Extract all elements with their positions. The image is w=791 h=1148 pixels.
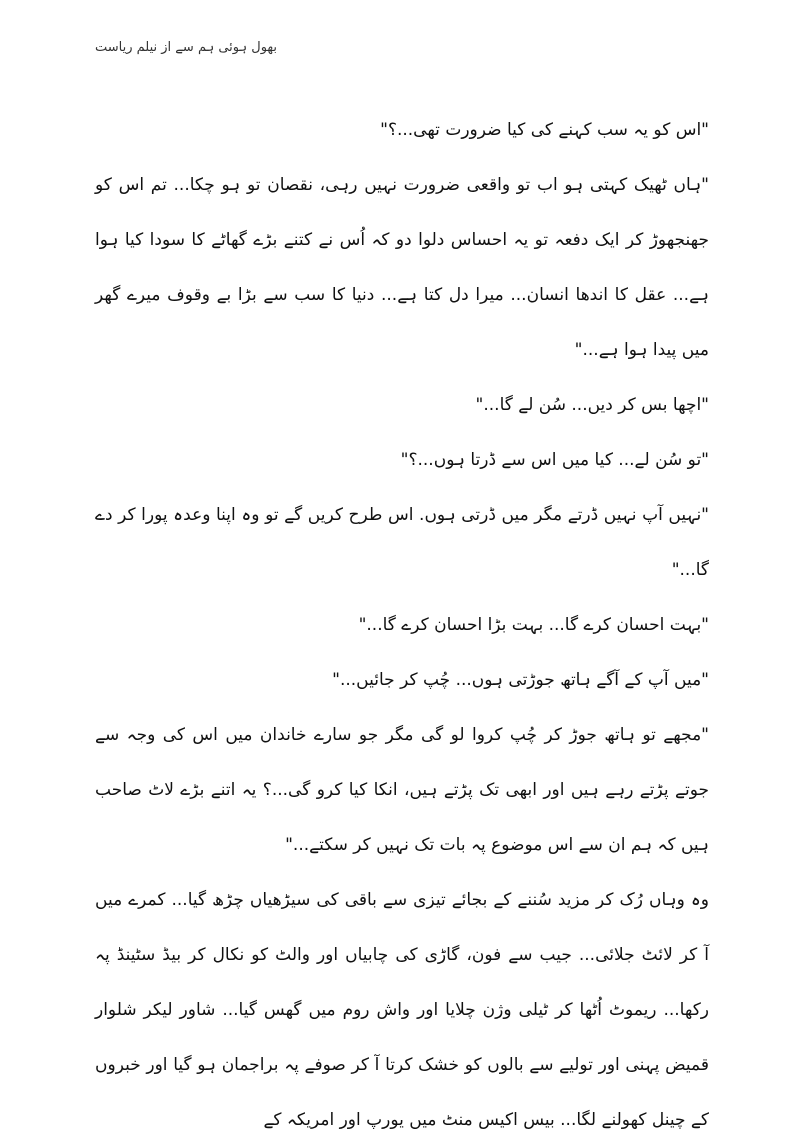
paragraph: "تو سُن لے... کیا میں اس سے ڈرتا ہوں...؟" bbox=[400, 450, 709, 470]
paragraph: "ہاں ٹھیک کہتی ہو اب تو واقعی ضرورت نہیں رہی، نقصان تو ہو چکا... تم اس کو جھنجھوڑ کر ایک دفعہ تو یہ احساس دلوا دو کہ اُس نے کتنے بڑے گھاٹے کا سودا کیا ہوا ہے... عقل کا اندھا انسان... میرا دل کتا ہے... دنیا کا سب سے بڑا بے وقوف میرے گھر میں پیدا ہوا ہے..." bbox=[95, 175, 709, 360]
paragraph: "نہیں آپ نہیں ڈرتے مگر میں ڈرتی ہوں. اس طرح کریں گے تو وہ اپنا وعدہ پورا کر دے گا..." bbox=[95, 505, 709, 580]
paragraph: "بہت احسان کرے گا... بہت بڑا احسان کرے گا..." bbox=[358, 615, 709, 635]
page-header: بھول ہوئی ہم سے از نیلم ریاست bbox=[95, 40, 278, 55]
body-text bbox=[95, 103, 709, 1148]
paragraph: "میں آپ کے آگے ہاتھ جوڑتی ہوں... چُپ کر جائیں..." bbox=[332, 670, 709, 690]
paragraph: وہ وہاں رُک کر مزید سُننے کے بجائے تیزی سے باقی کی سیڑھیاں چڑھ گیا... کمرے میں آ کر لائٹ جلائی... جیب سے فون، گاڑی کی چابیاں اور والٹ کو نکال کر بیڈ سٹینڈ پہ رکھا... ریموٹ اُٹھا کر ٹیلی وژن چلایا اور واش روم میں گھس گیا... شاور لیکر شلوار قمیض پہنی اور تولیے سے بالوں کو خشک کرتا آ کر صوفے پہ براجمان ہو گیا اور خبروں کے چینل کھولنے لگا... بیس اکیس منٹ میں یورپ اور امریکہ کے bbox=[95, 890, 709, 1130]
paragraph: "اس کو یہ سب کہنے کی کیا ضرورت تھی...؟" bbox=[380, 120, 709, 140]
paragraph: "مجھے تو ہاتھ جوڑ کر چُپ کروا لو گی مگر جو سارے خاندان میں اس کی وجہ سے جوتے پڑتے رہے ہیں اور ابھی تک پڑتے ہیں، انکا کیا کرو گی...؟ یہ اتنے بڑے لاٹ صاحب ہیں کہ ہم ان سے اس موضوع پہ بات تک نہیں کر سکتے..." bbox=[95, 725, 709, 855]
paragraph: "اچھا بس کر دیں... سُن لے گا..." bbox=[475, 395, 709, 415]
